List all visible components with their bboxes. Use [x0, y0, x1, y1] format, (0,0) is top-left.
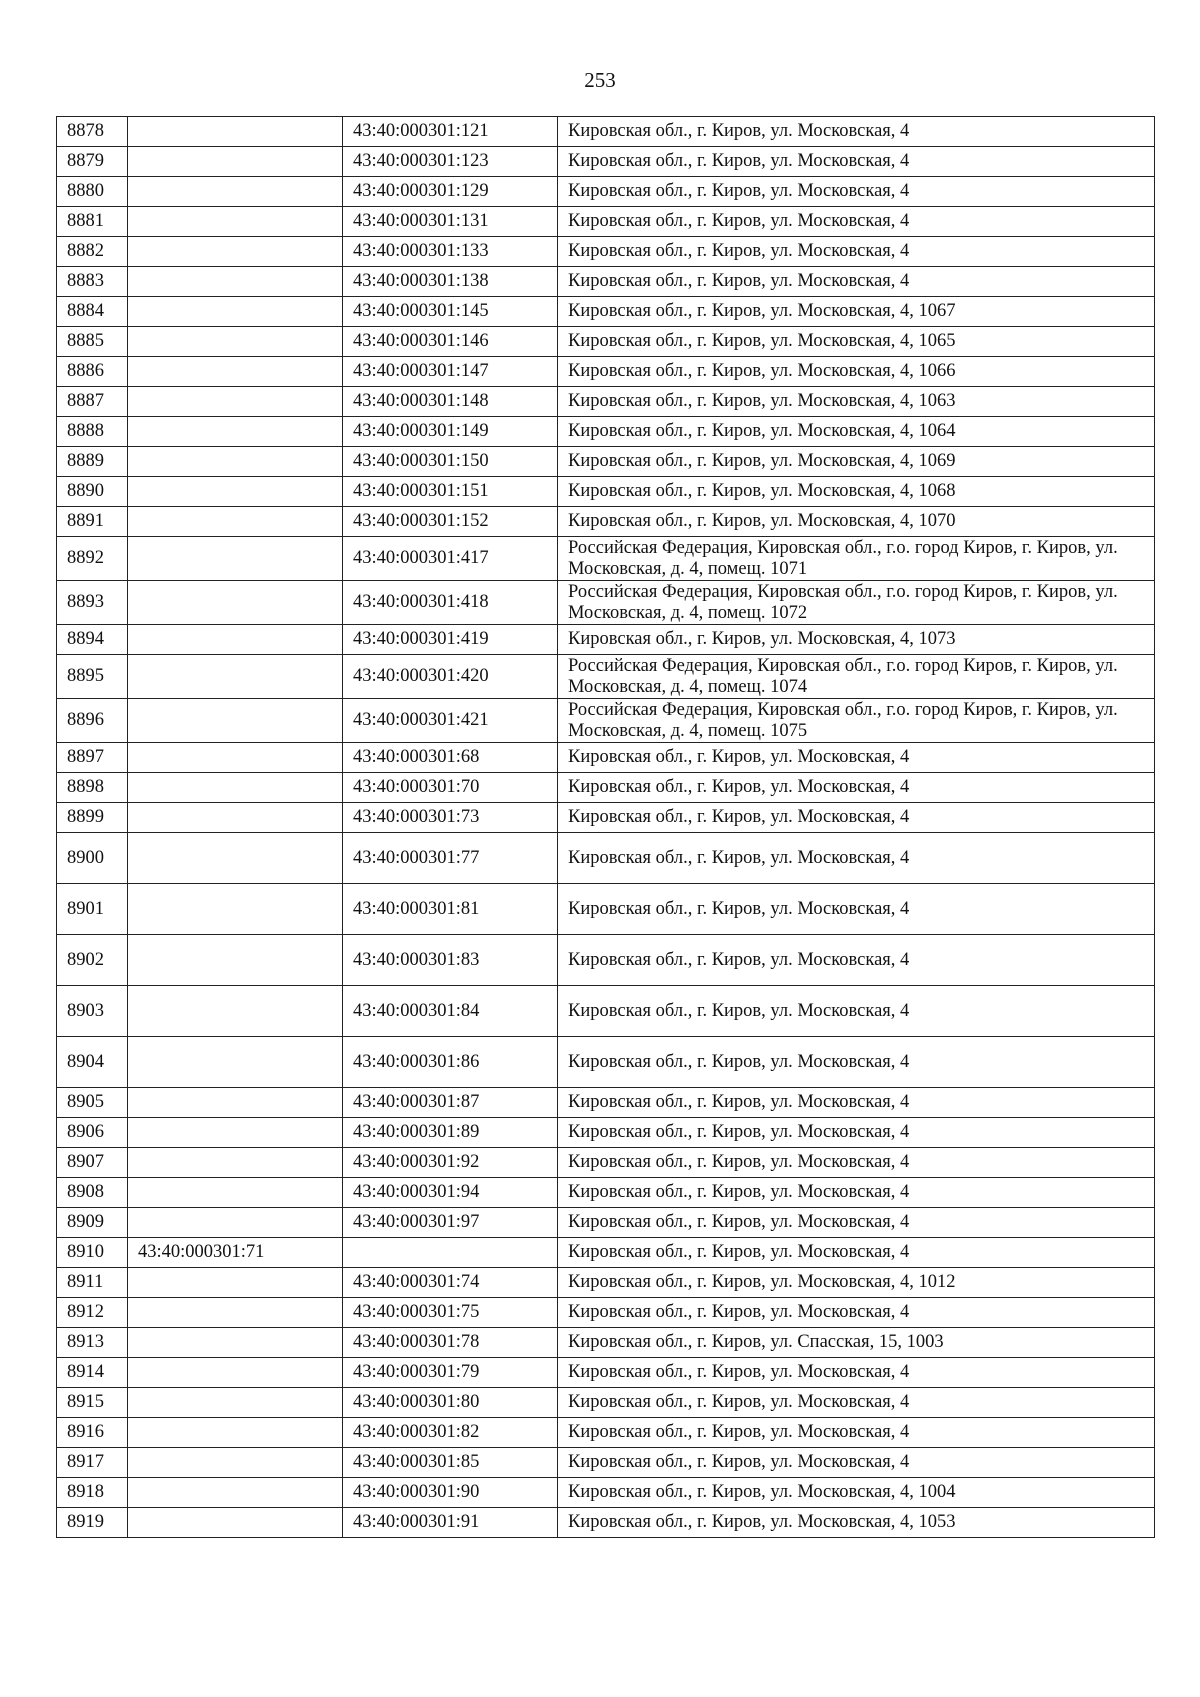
address-cell: Кировская обл., г. Киров, ул. Московская, 4 [558, 833, 1155, 884]
table-row [57, 1448, 1155, 1478]
address-cell: Кировская обл., г. Киров, ул. Московская, 4, 1068 [558, 477, 1155, 507]
row-number-cell: 8892 [57, 537, 128, 581]
address-cell: Кировская обл., г. Киров, ул. Московская, 4, 1069 [558, 447, 1155, 477]
address-cell: Кировская обл., г. Киров, ул. Московская, 4, 1065 [558, 327, 1155, 357]
row-number-cell: 8907 [57, 1148, 128, 1178]
table-row [57, 743, 1155, 773]
table-row [57, 267, 1155, 297]
address-cell: Кировская обл., г. Киров, ул. Московская, 4 [558, 207, 1155, 237]
object-cadastral-number-cell: 43:40:000301:97 [343, 1208, 558, 1238]
object-cadastral-number-cell: 43:40:000301:421 [343, 699, 558, 743]
object-cadastral-number-cell: 43:40:000301:148 [343, 387, 558, 417]
table-row [57, 1388, 1155, 1418]
row-number-cell: 8919 [57, 1508, 128, 1538]
cadastral-number-cell [128, 297, 343, 327]
object-cadastral-number-cell: 43:40:000301:138 [343, 267, 558, 297]
cadastral-number-cell [128, 1148, 343, 1178]
cadastral-number-cell [128, 177, 343, 207]
cadastral-number-cell [128, 1088, 343, 1118]
row-number-cell: 8910 [57, 1238, 128, 1268]
address-cell: Кировская обл., г. Киров, ул. Московская, 4, 1004 [558, 1478, 1155, 1508]
address-cell: Кировская обл., г. Киров, ул. Московская, 4 [558, 237, 1155, 267]
cadastral-number-cell [128, 387, 343, 417]
address-cell: Кировская обл., г. Киров, ул. Московская, 4, 1073 [558, 625, 1155, 655]
address-cell: Кировская обл., г. Киров, ул. Московская, 4 [558, 177, 1155, 207]
cadastral-number-cell [128, 477, 343, 507]
cadastral-number-cell [128, 1118, 343, 1148]
object-cadastral-number-cell: 43:40:000301:84 [343, 986, 558, 1037]
object-cadastral-number-cell: 43:40:000301:85 [343, 1448, 558, 1478]
cadastral-number-cell [128, 1448, 343, 1478]
object-cadastral-number-cell: 43:40:000301:90 [343, 1478, 558, 1508]
registry-table [56, 116, 1155, 1538]
table-row [57, 1208, 1155, 1238]
table-row [57, 1118, 1155, 1148]
address-cell: Кировская обл., г. Киров, ул. Московская, 4 [558, 1238, 1155, 1268]
row-number-cell: 8888 [57, 417, 128, 447]
object-cadastral-number-cell: 43:40:000301:73 [343, 803, 558, 833]
cadastral-number-cell [128, 1037, 343, 1088]
registry-table-body [57, 117, 1155, 1538]
row-number-cell: 8909 [57, 1208, 128, 1238]
table-row [57, 833, 1155, 884]
address-cell: Кировская обл., г. Киров, ул. Московская, 4, 1012 [558, 1268, 1155, 1298]
address-cell: Кировская обл., г. Киров, ул. Московская, 4, 1067 [558, 297, 1155, 327]
address-cell: Кировская обл., г. Киров, ул. Московская, 4 [558, 935, 1155, 986]
table-row [57, 1418, 1155, 1448]
table-row [57, 237, 1155, 267]
row-number-cell: 8882 [57, 237, 128, 267]
cadastral-number-cell [128, 1298, 343, 1328]
address-cell: Кировская обл., г. Киров, ул. Московская, 4 [558, 1178, 1155, 1208]
object-cadastral-number-cell: 43:40:000301:131 [343, 207, 558, 237]
table-row [57, 581, 1155, 625]
address-cell: Кировская обл., г. Киров, ул. Московская, 4, 1066 [558, 357, 1155, 387]
object-cadastral-number-cell: 43:40:000301:420 [343, 655, 558, 699]
table-row [57, 1298, 1155, 1328]
address-cell: Кировская обл., г. Киров, ул. Московская, 4, 1053 [558, 1508, 1155, 1538]
object-cadastral-number-cell: 43:40:000301:145 [343, 297, 558, 327]
table-row [57, 1148, 1155, 1178]
address-cell: Кировская обл., г. Киров, ул. Московская, 4 [558, 1358, 1155, 1388]
address-cell: Кировская обл., г. Киров, ул. Московская, 4 [558, 1088, 1155, 1118]
row-number-cell: 8895 [57, 655, 128, 699]
table-row [57, 477, 1155, 507]
address-cell: Кировская обл., г. Киров, ул. Московская, 4 [558, 267, 1155, 297]
cadastral-number-cell [128, 1268, 343, 1298]
row-number-cell: 8883 [57, 267, 128, 297]
object-cadastral-number-cell: 43:40:000301:82 [343, 1418, 558, 1448]
address-cell: Кировская обл., г. Киров, ул. Московская, 4 [558, 117, 1155, 147]
object-cadastral-number-cell: 43:40:000301:121 [343, 117, 558, 147]
row-number-cell: 8917 [57, 1448, 128, 1478]
cadastral-number-cell [128, 207, 343, 237]
address-cell: Российская Федерация, Кировская обл., г.о. город Киров, г. Киров, ул. Московская, д. 4, помещ. 1072 [558, 581, 1155, 625]
object-cadastral-number-cell: 43:40:000301:68 [343, 743, 558, 773]
cadastral-number-cell [128, 1418, 343, 1448]
object-cadastral-number-cell: 43:40:000301:80 [343, 1388, 558, 1418]
cadastral-number-cell [128, 417, 343, 447]
row-number-cell: 8896 [57, 699, 128, 743]
row-number-cell: 8886 [57, 357, 128, 387]
cadastral-number-cell [128, 267, 343, 297]
row-number-cell: 8915 [57, 1388, 128, 1418]
row-number-cell: 8891 [57, 507, 128, 537]
object-cadastral-number-cell: 43:40:000301:87 [343, 1088, 558, 1118]
row-number-cell: 8878 [57, 117, 128, 147]
row-number-cell: 8880 [57, 177, 128, 207]
object-cadastral-number-cell: 43:40:000301:129 [343, 177, 558, 207]
row-number-cell: 8887 [57, 387, 128, 417]
address-cell: Кировская обл., г. Киров, ул. Московская, 4 [558, 1148, 1155, 1178]
cadastral-number-cell [128, 935, 343, 986]
address-cell: Кировская обл., г. Киров, ул. Московская, 4 [558, 1208, 1155, 1238]
address-cell: Российская Федерация, Кировская обл., г.о. город Киров, г. Киров, ул. Московская, д. 4, помещ. 1075 [558, 699, 1155, 743]
cadastral-number-cell [128, 537, 343, 581]
object-cadastral-number-cell: 43:40:000301:91 [343, 1508, 558, 1538]
cadastral-number-cell [128, 884, 343, 935]
object-cadastral-number-cell: 43:40:000301:150 [343, 447, 558, 477]
cadastral-number-cell [128, 327, 343, 357]
object-cadastral-number-cell: 43:40:000301:151 [343, 477, 558, 507]
row-number-cell: 8897 [57, 743, 128, 773]
address-cell: Кировская обл., г. Киров, ул. Московская, 4 [558, 1418, 1155, 1448]
cadastral-number-cell [128, 1388, 343, 1418]
row-number-cell: 8894 [57, 625, 128, 655]
cadastral-number-cell [128, 803, 343, 833]
address-cell: Российская Федерация, Кировская обл., г.о. город Киров, г. Киров, ул. Московская, д. 4, помещ. 1074 [558, 655, 1155, 699]
table-row [57, 507, 1155, 537]
row-number-cell: 8890 [57, 477, 128, 507]
cadastral-number-cell [128, 1178, 343, 1208]
cadastral-number-cell [128, 1208, 343, 1238]
table-row [57, 1478, 1155, 1508]
table-row [57, 417, 1155, 447]
row-number-cell: 8916 [57, 1418, 128, 1448]
object-cadastral-number-cell [343, 1238, 558, 1268]
table-row [57, 1508, 1155, 1538]
table-row [57, 447, 1155, 477]
cadastral-number-cell [128, 1328, 343, 1358]
row-number-cell: 8884 [57, 297, 128, 327]
object-cadastral-number-cell: 43:40:000301:419 [343, 625, 558, 655]
table-row [57, 699, 1155, 743]
table-row [57, 1238, 1155, 1268]
table-row [57, 387, 1155, 417]
object-cadastral-number-cell: 43:40:000301:70 [343, 773, 558, 803]
object-cadastral-number-cell: 43:40:000301:146 [343, 327, 558, 357]
cadastral-number-cell [128, 625, 343, 655]
cadastral-number-cell [128, 655, 343, 699]
object-cadastral-number-cell: 43:40:000301:83 [343, 935, 558, 986]
table-row [57, 884, 1155, 935]
address-cell: Кировская обл., г. Киров, ул. Московская, 4 [558, 773, 1155, 803]
object-cadastral-number-cell: 43:40:000301:92 [343, 1148, 558, 1178]
table-row [57, 357, 1155, 387]
address-cell: Кировская обл., г. Киров, ул. Московская, 4 [558, 803, 1155, 833]
row-number-cell: 8908 [57, 1178, 128, 1208]
address-cell: Кировская обл., г. Киров, ул. Московская, 4, 1063 [558, 387, 1155, 417]
address-cell: Кировская обл., г. Киров, ул. Московская, 4 [558, 1037, 1155, 1088]
table-row [57, 1088, 1155, 1118]
object-cadastral-number-cell: 43:40:000301:89 [343, 1118, 558, 1148]
table-row [57, 773, 1155, 803]
address-cell: Кировская обл., г. Киров, ул. Спасская, 15, 1003 [558, 1328, 1155, 1358]
row-number-cell: 8900 [57, 833, 128, 884]
page-number: 253 [584, 68, 616, 92]
table-row [57, 935, 1155, 986]
table-row [57, 625, 1155, 655]
address-cell: Российская Федерация, Кировская обл., г.о. город Киров, г. Киров, ул. Московская, д. 4, помещ. 1071 [558, 537, 1155, 581]
cadastral-number-cell [128, 117, 343, 147]
table-row [57, 1037, 1155, 1088]
object-cadastral-number-cell: 43:40:000301:418 [343, 581, 558, 625]
object-cadastral-number-cell: 43:40:000301:75 [343, 1298, 558, 1328]
address-cell: Кировская обл., г. Киров, ул. Московская, 4 [558, 147, 1155, 177]
table-row [57, 327, 1155, 357]
row-number-cell: 8914 [57, 1358, 128, 1388]
cadastral-number-cell [128, 699, 343, 743]
row-number-cell: 8913 [57, 1328, 128, 1358]
address-cell: Кировская обл., г. Киров, ул. Московская, 4 [558, 1298, 1155, 1328]
row-number-cell: 8885 [57, 327, 128, 357]
row-number-cell: 8901 [57, 884, 128, 935]
table-row [57, 117, 1155, 147]
cadastral-number-cell [128, 986, 343, 1037]
row-number-cell: 8902 [57, 935, 128, 986]
object-cadastral-number-cell: 43:40:000301:81 [343, 884, 558, 935]
object-cadastral-number-cell: 43:40:000301:77 [343, 833, 558, 884]
table-row [57, 297, 1155, 327]
table-row [57, 655, 1155, 699]
table-row [57, 986, 1155, 1037]
object-cadastral-number-cell: 43:40:000301:147 [343, 357, 558, 387]
cadastral-number-cell [128, 237, 343, 267]
row-number-cell: 8912 [57, 1298, 128, 1328]
address-cell: Кировская обл., г. Киров, ул. Московская, 4, 1070 [558, 507, 1155, 537]
table-row [57, 177, 1155, 207]
row-number-cell: 8898 [57, 773, 128, 803]
object-cadastral-number-cell: 43:40:000301:94 [343, 1178, 558, 1208]
cadastral-number-cell: 43:40:000301:71 [128, 1238, 343, 1268]
address-cell: Кировская обл., г. Киров, ул. Московская, 4 [558, 1448, 1155, 1478]
row-number-cell: 8893 [57, 581, 128, 625]
row-number-cell: 8889 [57, 447, 128, 477]
object-cadastral-number-cell: 43:40:000301:78 [343, 1328, 558, 1358]
object-cadastral-number-cell: 43:40:000301:86 [343, 1037, 558, 1088]
row-number-cell: 8899 [57, 803, 128, 833]
table-row [57, 1268, 1155, 1298]
cadastral-number-cell [128, 447, 343, 477]
row-number-cell: 8906 [57, 1118, 128, 1148]
cadastral-number-cell [128, 743, 343, 773]
cadastral-number-cell [128, 507, 343, 537]
table-row [57, 147, 1155, 177]
row-number-cell: 8904 [57, 1037, 128, 1088]
object-cadastral-number-cell: 43:40:000301:74 [343, 1268, 558, 1298]
address-cell: Кировская обл., г. Киров, ул. Московская, 4 [558, 884, 1155, 935]
object-cadastral-number-cell: 43:40:000301:417 [343, 537, 558, 581]
address-cell: Кировская обл., г. Киров, ул. Московская, 4 [558, 1118, 1155, 1148]
cadastral-number-cell [128, 1358, 343, 1388]
address-cell: Кировская обл., г. Киров, ул. Московская, 4 [558, 743, 1155, 773]
row-number-cell: 8903 [57, 986, 128, 1037]
cadastral-number-cell [128, 773, 343, 803]
address-cell: Кировская обл., г. Киров, ул. Московская, 4 [558, 1388, 1155, 1418]
table-row [57, 803, 1155, 833]
row-number-cell: 8881 [57, 207, 128, 237]
object-cadastral-number-cell: 43:40:000301:79 [343, 1358, 558, 1388]
row-number-cell: 8879 [57, 147, 128, 177]
row-number-cell: 8918 [57, 1478, 128, 1508]
cadastral-number-cell [128, 833, 343, 884]
row-number-cell: 8911 [57, 1268, 128, 1298]
table-row [57, 1328, 1155, 1358]
object-cadastral-number-cell: 43:40:000301:149 [343, 417, 558, 447]
cadastral-number-cell [128, 1508, 343, 1538]
cadastral-number-cell [128, 1478, 343, 1508]
address-cell: Кировская обл., г. Киров, ул. Московская, 4 [558, 986, 1155, 1037]
table-row [57, 537, 1155, 581]
object-cadastral-number-cell: 43:40:000301:152 [343, 507, 558, 537]
cadastral-number-cell [128, 147, 343, 177]
object-cadastral-number-cell: 43:40:000301:123 [343, 147, 558, 177]
table-row [57, 207, 1155, 237]
address-cell: Кировская обл., г. Киров, ул. Московская, 4, 1064 [558, 417, 1155, 447]
cadastral-number-cell [128, 581, 343, 625]
table-row [57, 1178, 1155, 1208]
object-cadastral-number-cell: 43:40:000301:133 [343, 237, 558, 267]
row-number-cell: 8905 [57, 1088, 128, 1118]
cadastral-number-cell [128, 357, 343, 387]
table-row [57, 1358, 1155, 1388]
